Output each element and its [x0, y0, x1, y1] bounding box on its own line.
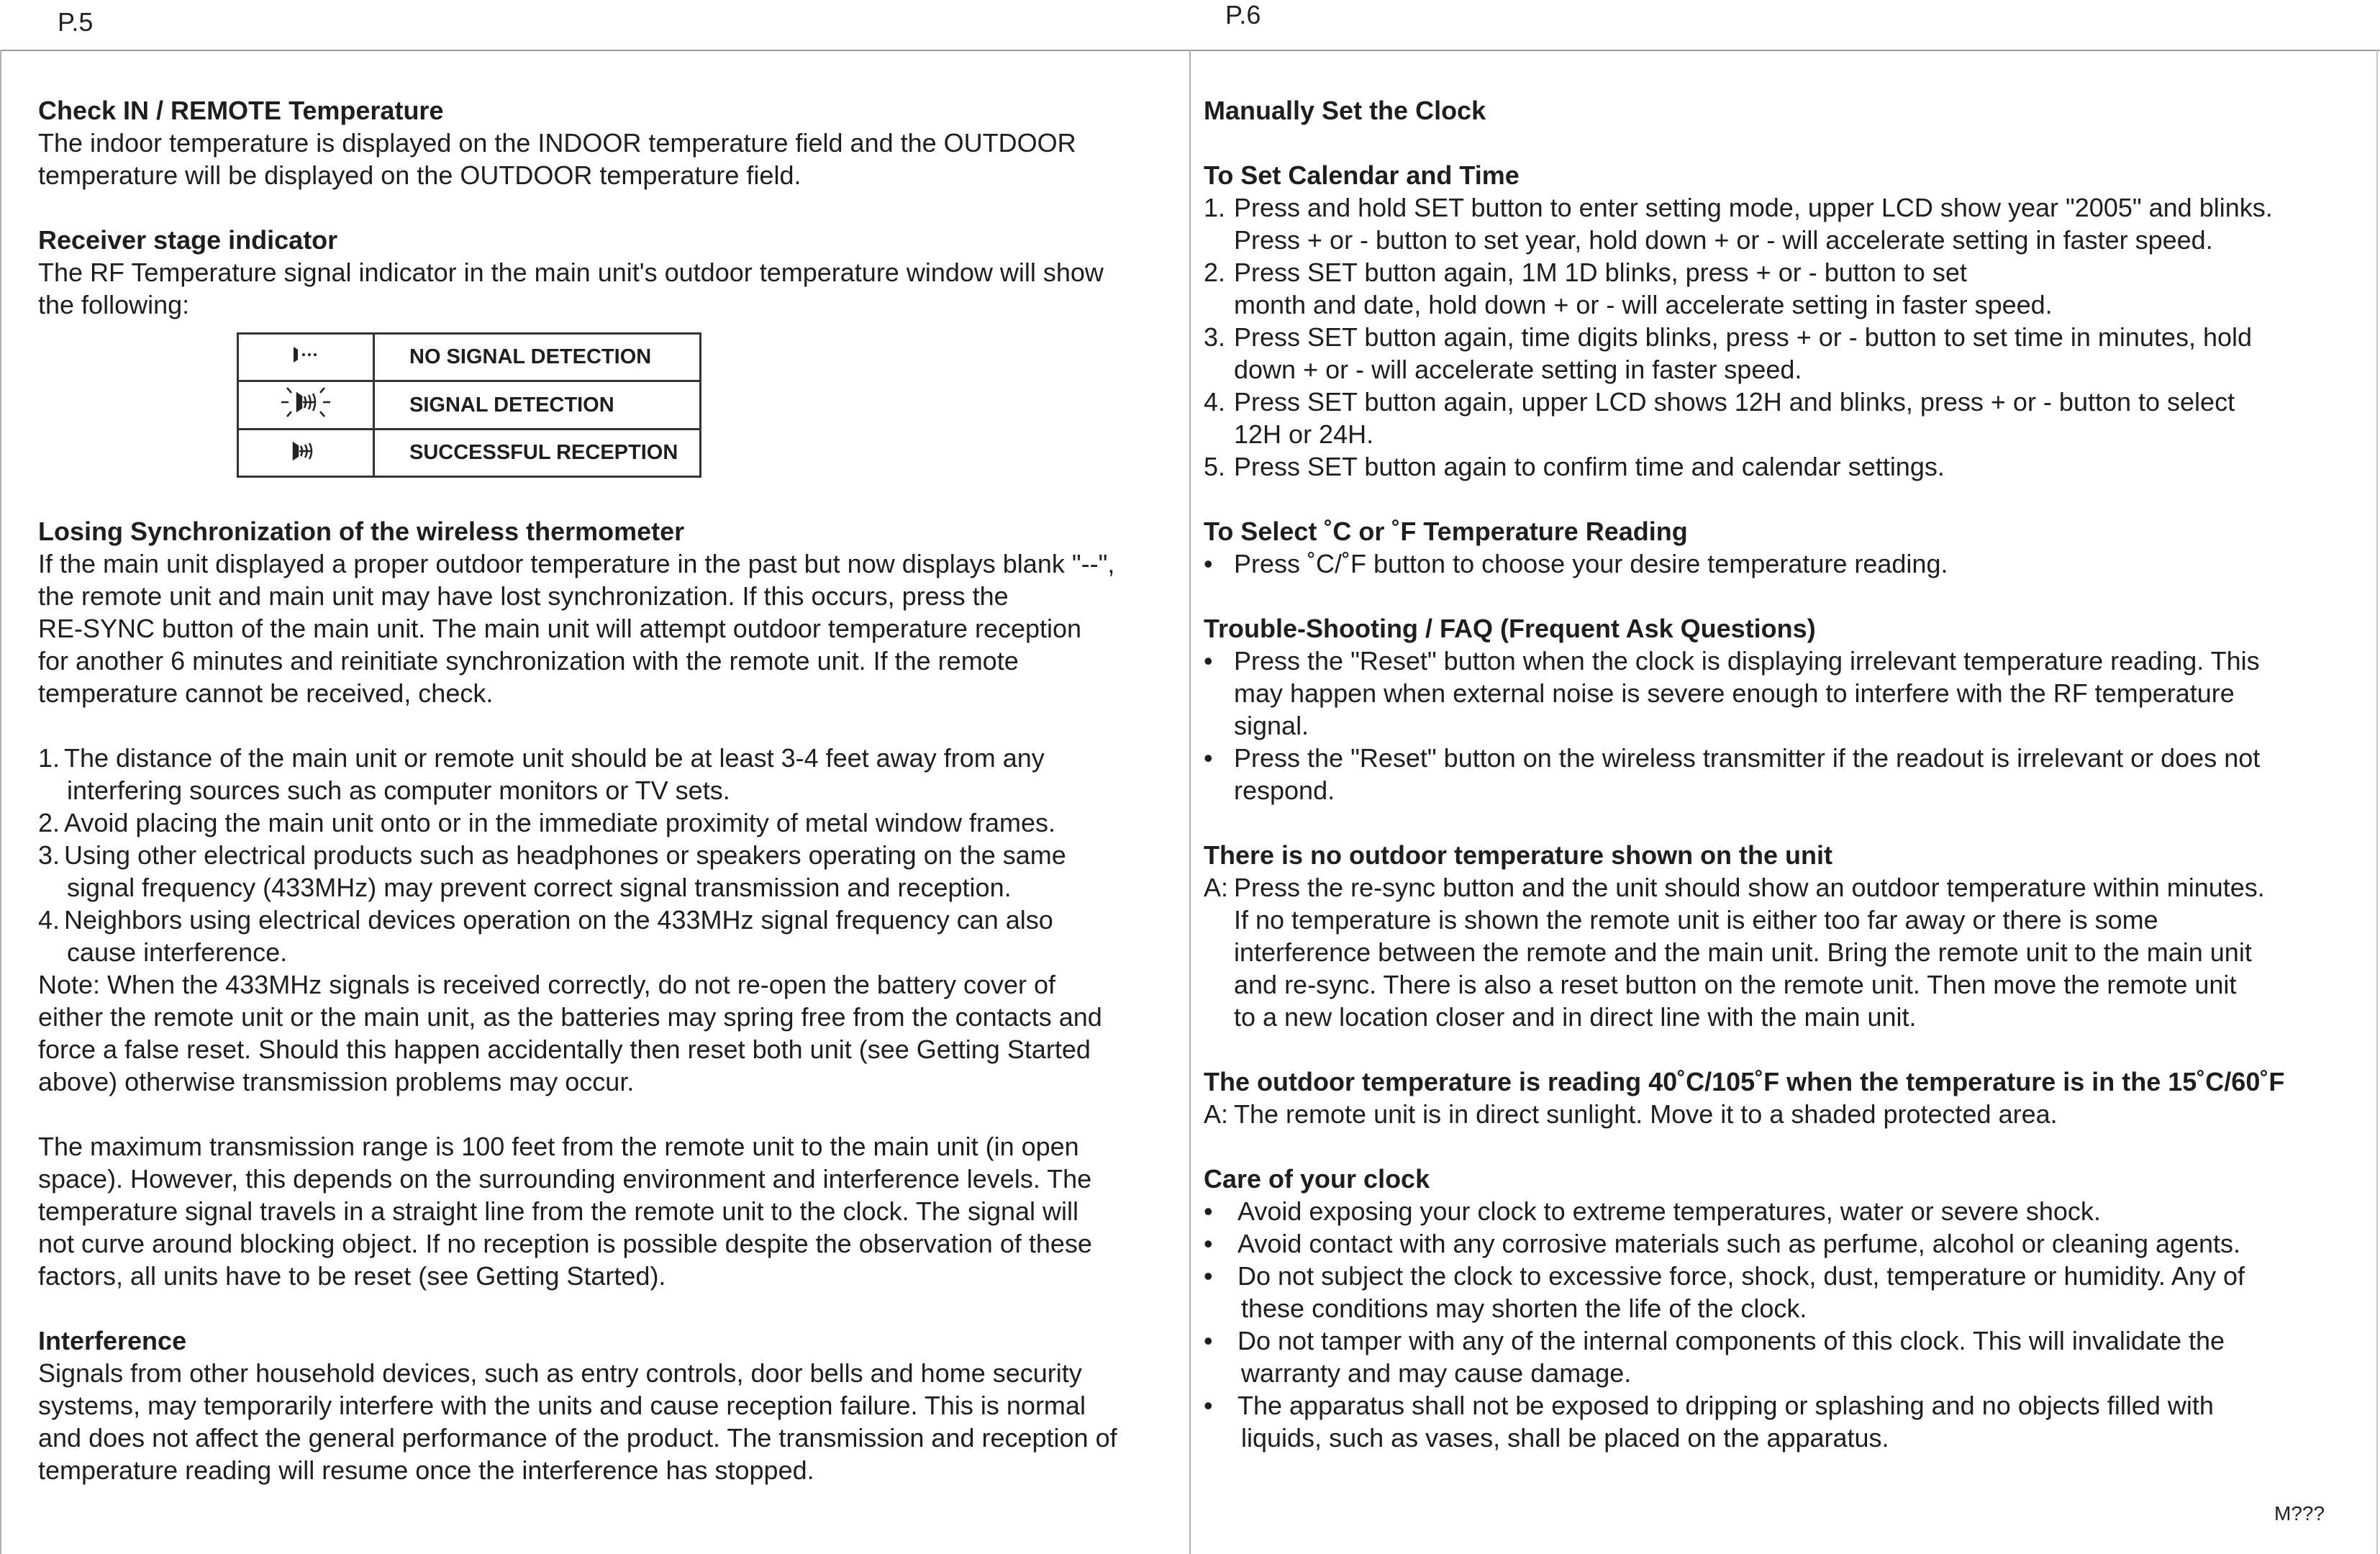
list-marker: •: [1204, 646, 1213, 676]
line-text: If the main unit displayed a proper outdoor temperature in the past but now displays blank "--",: [38, 549, 1115, 578]
line-text: 12H or 24H.: [1234, 419, 1374, 449]
text-line: [38, 1454, 814, 1486]
line-text: The indoor temperature is displayed on the INDOOR temperature field and the OUTDOOR: [38, 128, 1076, 158]
line-text: temperature signal travels in a straight line from the remote unit to the clock. The signal will: [38, 1196, 1079, 1226]
antenna-no-signal-icon: [238, 334, 374, 381]
line-text: The apparatus shall not be exposed to dripping or splashing and no objects filled with: [1237, 1391, 2214, 1420]
line-text: Signals from other household devices, such as entry controls, door bells and home security: [38, 1358, 1082, 1388]
line-text: Avoid contact with any corrosive materials such as perfume, alcohol or cleaning agents.: [1237, 1229, 2241, 1258]
line-text: Press the "Reset" button on the wireless transmitter if the readout is irrelevant or does not: [1234, 743, 2261, 773]
text-line: [38, 677, 493, 709]
line-text: To Select ˚C or ˚F Temperature Reading: [1204, 517, 1688, 546]
signal-status-label: SIGNAL DETECTION: [374, 381, 701, 430]
line-text: The remote unit is in direct sunlight. Move it to a shaded protected area.: [1234, 1099, 2058, 1129]
text-line: [38, 159, 801, 191]
list-marker: •: [1204, 1196, 1213, 1226]
line-text: above) otherwise transmission problems may occur.: [38, 1067, 635, 1096]
line-text: Press SET button again, time digits blinks, press + or - button to set time in minutes, hold: [1234, 322, 2253, 352]
line-text: temperature will be displayed on the OUTDOOR temperature field.: [38, 160, 801, 190]
line-text: Press the re-sync button and the unit should show an outdoor temperature within minutes.: [1234, 873, 2265, 902]
section-heading: [1204, 159, 1520, 191]
line-text: Do not subject the clock to excessive force, shock, dust, temperature or humidity. Any of: [1237, 1261, 2245, 1291]
section-heading: [1204, 612, 1816, 645]
text-line: [38, 1065, 634, 1098]
text-line: [38, 1195, 1078, 1227]
line-text: Press and hold SET button to enter setting mode, upper LCD show year "2005" and blinks.: [1234, 193, 2273, 222]
text-line: [38, 1260, 666, 1292]
line-text: factors, all units have to be reset (see Getting Started).: [38, 1261, 666, 1291]
line-text: Press SET button again, 1M 1D blinks, press + or - button to set: [1234, 258, 1967, 287]
table-row: [238, 381, 701, 430]
list-marker: 2.: [1204, 258, 1226, 287]
line-text: Press ˚C/˚F button to choose your desire temperature reading.: [1234, 549, 1948, 578]
section-heading: [38, 515, 684, 547]
line-text: Press SET button again to confirm time and calendar settings.: [1234, 452, 1945, 481]
signal-status-label: NO SIGNAL DETECTION: [374, 334, 701, 381]
line-text: down + or - will accelerate setting in faster speed.: [1234, 355, 1802, 384]
text-line: [38, 612, 1081, 645]
page-frame-right: [2376, 50, 2378, 1554]
list-marker: 1.: [1204, 193, 1226, 222]
text-line: [38, 968, 1055, 1001]
section-heading: [1204, 839, 1832, 871]
line-text: The outdoor temperature is reading 40˚C/105˚F when the temperature is in the 15˚C/60˚F: [1204, 1067, 2285, 1096]
section-heading: [1204, 1163, 1430, 1195]
line-text: To Set Calendar and Time: [1204, 160, 1520, 190]
line-text: these conditions may shorten the life of the clock.: [1241, 1294, 1807, 1323]
line-text: Note: When the 433MHz signals is received correctly, do not re-open the battery cover of: [38, 970, 1056, 999]
section-heading: [38, 224, 337, 256]
line-text: and does not affect the general performance of the product. The transmission and reception of: [38, 1423, 1117, 1453]
line-text: The maximum transmission range is 100 feet from the remote unit to the main unit (in open: [38, 1132, 1079, 1161]
line-text: liquids, such as vases, shall be placed on the apparatus.: [1241, 1423, 1889, 1453]
line-text: Neighbors using electrical devices operation on the 433MHz signal frequency can also: [64, 905, 1053, 935]
line-text: Manually Set the Clock: [1204, 96, 1486, 125]
line-text: month and date, hold down + or - will accelerate setting in faster speed.: [1234, 290, 2053, 319]
list-marker: 3.: [1204, 322, 1226, 352]
line-text: and re-sync. There is also a reset button on the remote unit. Then move the remote unit: [1234, 970, 2237, 999]
page-number-left: P.5: [58, 7, 94, 37]
text-line: [38, 1227, 1092, 1260]
section-heading: [1204, 94, 1486, 127]
line-text: Press SET button again, upper LCD shows 12H and blinks, press + or - button to select: [1234, 387, 2235, 417]
list-marker: 2.: [38, 808, 60, 837]
line-text: Do not tamper with any of the internal components of this clock. This will invalidate the: [1237, 1326, 2225, 1355]
line-text: Care of your clock: [1204, 1164, 1430, 1194]
page-number-right: P.6: [1225, 0, 1261, 29]
line-text: cause interference.: [67, 937, 288, 967]
text-line: [38, 1001, 1102, 1033]
line-text: force a false reset. Should this happen accidentally then reset both unit (see Getting Started: [38, 1035, 1091, 1064]
antenna-signal-flashing-icon: [238, 381, 374, 430]
list-marker: •: [1204, 1391, 1213, 1420]
line-text: systems, may temporarily interfere with the units and cause reception failure. This is normal: [38, 1391, 1086, 1420]
line-text: signal frequency (433MHz) may prevent correct signal transmission and reception.: [67, 873, 1012, 902]
antenna-signal-received-icon: [238, 430, 374, 477]
line-text: not curve around blocking object. If no reception is possible despite the observation of these: [38, 1229, 1092, 1258]
text-line: [38, 288, 189, 321]
line-text: Press the "Reset" button when the clock is displaying irrelevant temperature reading. This: [1234, 646, 2260, 676]
line-text: to a new location closer and in direct line with the main unit.: [1234, 1002, 1917, 1032]
line-text: If no temperature is shown the remote unit is either too far away or there is some: [1234, 905, 2158, 935]
text-line: [38, 645, 1019, 677]
line-text: interfering sources such as computer monitors or TV sets.: [67, 776, 730, 805]
line-text: The distance of the main unit or remote unit should be at least 3-4 feet away from any: [64, 743, 1045, 773]
line-text: The RF Temperature signal indicator in the main unit's outdoor temperature window will show: [38, 258, 1104, 287]
text-line: [38, 547, 1114, 580]
text-line: [38, 1033, 1091, 1065]
section-heading: [1204, 515, 1688, 547]
line-text: interference between the remote and the main unit. Bring the remote unit to the main unit: [1234, 937, 2252, 967]
text-line: [38, 1357, 1082, 1389]
signal-status-label: SUCCESSFUL RECEPTION: [374, 430, 701, 477]
list-marker: •: [1204, 743, 1213, 773]
line-text: Trouble-Shooting / FAQ (Frequent Ask Questions): [1204, 614, 1816, 643]
text-line: [38, 127, 1076, 159]
list-marker: •: [1204, 549, 1213, 578]
line-text: either the remote unit or the main unit, as the batteries may spring free from the contacts and: [38, 1002, 1102, 1032]
list-marker: 4.: [1204, 387, 1226, 417]
line-text: Interference: [38, 1326, 187, 1355]
text-line: [38, 580, 1009, 612]
section-heading: [38, 94, 443, 127]
list-marker: •: [1204, 1229, 1213, 1258]
line-text: the remote unit and main unit may have lost synchronization. If this occurs, press the: [38, 581, 1009, 611]
line-text: space). However, this depends on the surrounding environment and interference levels. The: [38, 1164, 1092, 1194]
section-heading: [38, 1324, 186, 1357]
list-marker: •: [1204, 1261, 1213, 1291]
section-heading: [1204, 1065, 2284, 1098]
model-code: M???: [2274, 1502, 2325, 1525]
line-text: the following:: [38, 290, 190, 319]
list-marker: A:: [1204, 873, 1229, 902]
line-text: warranty and may cause damage.: [1241, 1358, 1632, 1388]
line-text: Press + or - button to set year, hold down + or - will accelerate setting in faster speed.: [1234, 225, 2213, 255]
text-line: [38, 256, 1104, 288]
line-text: signal.: [1234, 711, 1309, 740]
line-text: Receiver stage indicator: [38, 225, 338, 255]
line-text: may happen when external noise is severe enough to interfere with the RF temperature: [1234, 678, 2235, 708]
list-marker: •: [1204, 1326, 1213, 1355]
line-text: Avoid exposing your clock to extreme temperatures, water or severe shock.: [1237, 1196, 2101, 1226]
list-marker: 1.: [38, 743, 60, 773]
line-text: RE-SYNC button of the main unit. The main unit will attempt outdoor temperature reception: [38, 614, 1082, 643]
list-marker: 3.: [38, 840, 60, 870]
line-text: for another 6 minutes and reinitiate synchronization with the remote unit. If the remote: [38, 646, 1019, 676]
table-row: [238, 334, 701, 381]
list-marker: 5.: [1204, 452, 1226, 481]
line-text: temperature cannot be received, check.: [38, 678, 494, 708]
table-row: [238, 430, 701, 477]
line-text: Losing Synchronization of the wireless thermometer: [38, 517, 685, 546]
signal-indicator-table: [237, 332, 701, 478]
text-line: [38, 1389, 1086, 1422]
list-marker: 4.: [38, 905, 60, 935]
text-line: [38, 1422, 1117, 1454]
line-text: temperature reading will resume once the interference has stopped.: [38, 1455, 814, 1485]
line-text: Avoid placing the main unit onto or in the immediate proximity of metal window frames.: [64, 808, 1055, 837]
line-text: Check IN / REMOTE Temperature: [38, 96, 444, 125]
list-marker: A:: [1204, 1099, 1229, 1129]
text-line: [38, 1130, 1079, 1163]
text-line: [38, 1163, 1091, 1195]
line-text: respond.: [1234, 776, 1335, 805]
line-text: There is no outdoor temperature shown on the unit: [1204, 840, 1833, 870]
page-frame-left: [0, 50, 1, 1554]
line-text: Using other electrical products such as headphones or speakers operating on the same: [64, 840, 1066, 870]
page-divider: [1189, 50, 1191, 1554]
